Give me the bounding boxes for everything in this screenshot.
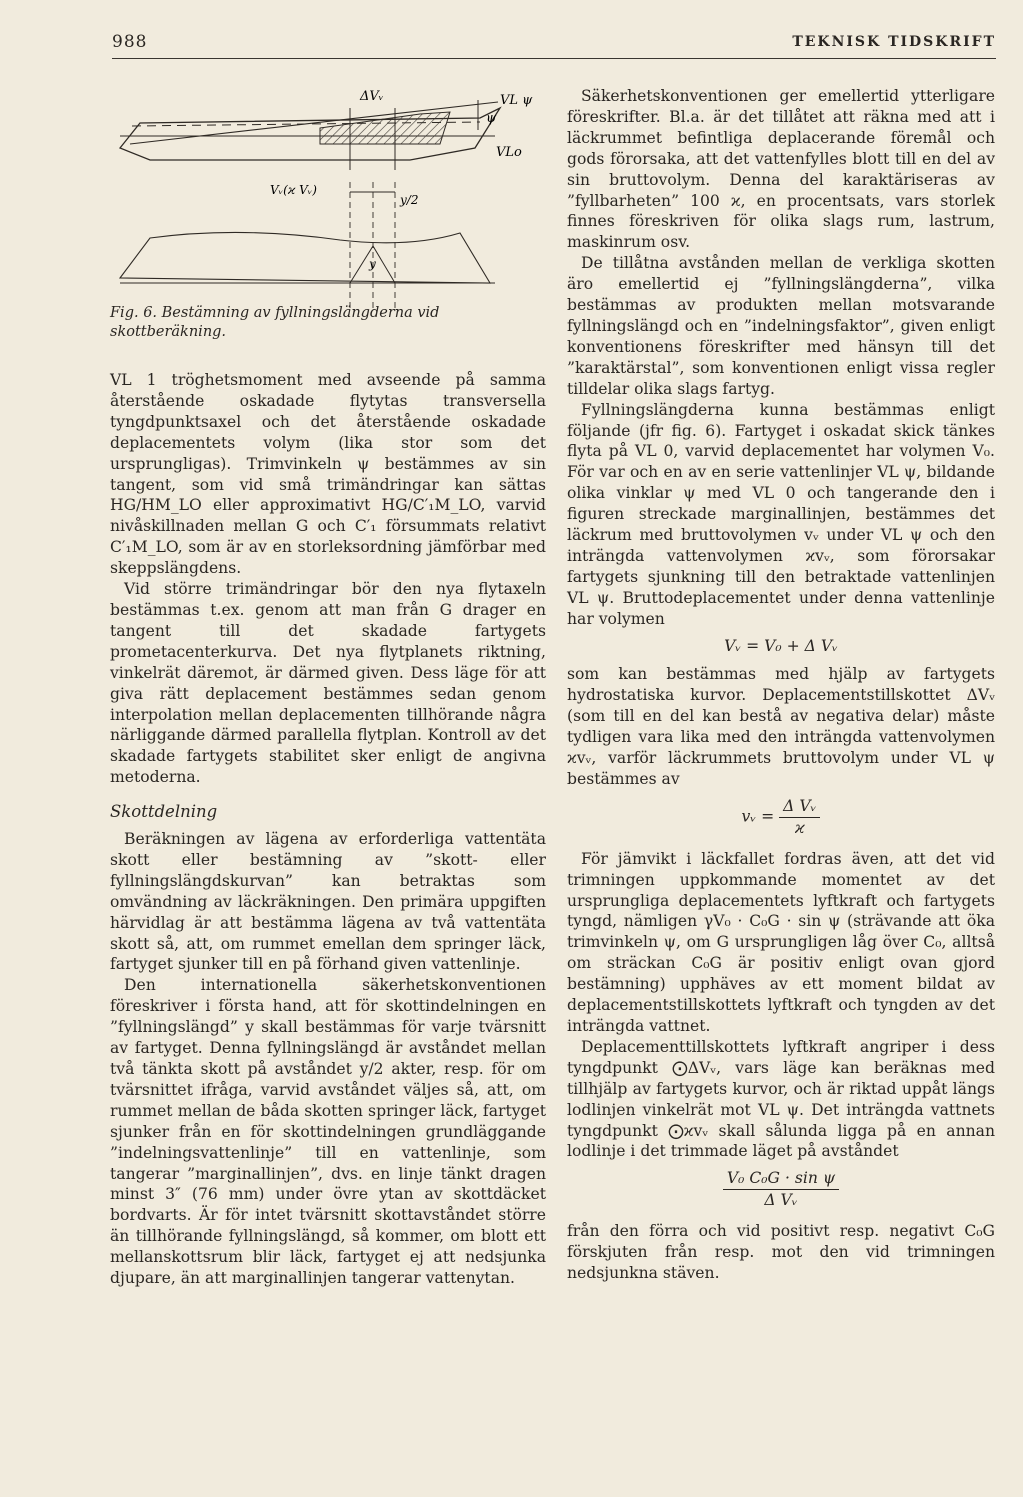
label-delta-v: ΔVᵥ <box>360 89 384 104</box>
equation-3 <box>567 1168 995 1211</box>
right-paragraph-4: som kan bestämmas med hjälp av fartygets hydrostatiska kurvor. Deplacementstillskottet ΔVᵥ (som till en del kan bestå av negativa delar) måste tydligen vara lika med den inträngda vattenvolymen ϰvᵥ, varför läckrummets bruttovolym under VL ψ bestämmes av <box>567 665 995 788</box>
equation-3-fraction <box>723 1168 839 1211</box>
label-psi: ψ <box>486 111 497 126</box>
page-number: 988 <box>112 32 148 52</box>
equation-3-denominator: Δ Vᵥ <box>764 1191 798 1210</box>
flooded-compartment <box>320 112 450 144</box>
equation-2-fraction <box>779 796 820 839</box>
label-half-y: y/2 <box>400 193 419 207</box>
right-paragraph-5: För jämvikt i läckfallet fordras även, att det vid trimningen uppkommande momentet av det ursprungliga deplacementets lyftkraft och fartygets tyngd, nämligen γV₀ · C₀G · sin ψ (strävande att öka trimvinkeln ψ, om G ursprungligen låg över C₀, alltså om sträckan C₀G är positiv enligt ovan gjord bestämning) upphäves av ett moment bildat av deplacementstillskottets lyftkraft och tyngden av det inträngda vattnet. <box>567 849 995 1035</box>
equation-2-denominator: ϰ <box>794 818 805 837</box>
equation-1: Vᵥ = V₀ + Δ Vᵥ <box>724 636 838 655</box>
floodable-length-curve <box>120 232 490 283</box>
figure-6 <box>110 78 546 308</box>
left-column <box>110 370 546 1289</box>
left-paragraph-1: VL 1 tröghetsmoment med avseende på samma återstående oskadade flytytas transversella tyngdpunktsaxel och det återstående oskadade deplacementets volym (lika stor som det ursprungligas). Trimvinkeln ψ bestämmes av sin tangent, som vid små trimändringar kan sättas HG/HM_LO eller approximativt HG/C′₁M_LO, varvid nivåskillnaden mellan G och C′₁ försummats relativt C′₁M_LO, som är av en storleksordning jämförbar med skeppslängdens. <box>110 371 546 578</box>
equation-2-lhs: vᵥ = <box>741 807 775 826</box>
right-paragraph-3: Fyllningslängderna kunna bestämmas enligt följande (jfr fig. 6). Fartyget i oskadat skick tänkes flyta på VL 0, varvid deplacementet har volymen V₀. För var och en av en serie vattenlinjer VL ψ, bildande olika vinklar ψ med VL 0 och tangerande den i figuren streckade marginallinjen, bestämmes det läckrum med bruttovolymen vᵥ under VL ψ och den inträngda vattenvolymen ϰvᵥ, som förorsakar fartygets sjunkning till den betraktade vattenlinjen VL ψ. Bruttodeplacementet under denna vattenlinje har volymen <box>567 400 995 628</box>
left-paragraph-4: Den internationella säkerhetskonventionen föreskriver i första hand, att för skottindelningen en ”fyllningslängd” y skall bestämmas för varje tvärsnitt av fartyget. Denna fyllningslängd är avståndet mellan två tänkta skott på avståndet y/2 akter, resp. för om tvärsnittet ifråga, varvid avståndet väljes så, att, om rummet mellan de båda skotten springer läck, fartyget sjunker från en för skottindelningen grundläggande ”indelningsvattenlinje” till en vattenlinje, som tangerar ”marginallinjen”, dvs. en linje tänkt dragen minst 3″ (76 mm) under övre ytan av skottdäcket bordvarts. Är för intet tvärsnitt skottavståndet större än tillhörande fyllningslängd, så kommer, om blott ett mellanskottsrum blir läck, fartyget ej att nedsjunka djupare, än att marginallinjen tangerar vattenytan. <box>110 976 546 1288</box>
equation-2-numerator: Δ Vᵥ <box>779 796 820 818</box>
equation-3-numerator: V₀ C₀G · sin ψ <box>723 1168 839 1190</box>
page-header <box>112 32 996 62</box>
right-paragraph-2: De tillåtna avstånden mellan de verkliga skotten äro emellertid ej ”fyllningslängderna”, vilka bestämmas av produkten mellan motsvarande fyllningslängd och en ”indelningsfaktor”, given enligt konventionens föreskrifter med hänsyn till det ”karaktärstal”, som konventionen enligt vissa regler tilldelar olika slags fartyg. <box>567 254 995 398</box>
right-paragraph-6: Deplacementtillskottets lyftkraft angriper i dess tyngdpunkt ⨀ΔVᵥ, vars läge kan beräknas med tillhjälp av fartygets kurvor, och är riktad uppåt längs lodlinjen vinkelrät mot VL ψ. Det inträngda vattnets tyngdpunkt ⨀ϰvᵥ skall sålunda ligga på en annan lodlinje i det trimmade läget på avståndet <box>567 1037 995 1161</box>
header-rule <box>112 58 996 59</box>
label-y: y <box>369 257 376 271</box>
right-column <box>567 86 995 1284</box>
right-paragraph-1: Säkerhetskonventionen ger emellertid ytterligare föreskrifter. Bl.a. är det tillåtet att räkna med att i läckrummet befintliga deplacerande föremål och gods förorsaka, att det vattenfylles blott till en del av sin bruttovolym. Denna del karaktäriseras av ”fyllbarheten” 100 ϰ, en procentsats, vars storlek finnes föreskriven för olika slags rum, lastrum, maskinrum osv. <box>567 87 995 252</box>
hull-diagram <box>110 78 546 308</box>
right-paragraph-7: från den förra och vid positivt resp. negativt C₀G förskjuten från resp. mot den vid trimningen nedsjunkna stäven. <box>567 1222 995 1282</box>
section-heading: Skottdelning <box>110 802 218 822</box>
figure-caption: Fig. 6. Bestämning av fyllningslängderna vid skottberäkning. <box>110 305 440 340</box>
equation-2 <box>567 796 995 839</box>
journal-title: TEKNISK TIDSKRIFT <box>792 34 996 50</box>
label-vl-psi: VL ψ <box>500 93 533 108</box>
label-vlo: VLo <box>496 145 522 160</box>
label-v-kv: Vᵥ(ϰ Vᵥ) <box>270 183 317 197</box>
left-paragraph-3: Beräkningen av lägena av erforderliga vattentäta skott eller bestämning av ”skott- eller fyllningslängdskurvan” kan betraktas som omvändning av läckräkningen. Den primära uppgiften härvidlag är att bestämma lägena av två vattentäta skott så, att, om rummet emellan dem springer läck, fartyget sjunker till en på förhand given vattenlinje. <box>110 830 546 974</box>
left-paragraph-2: Vid större trimändringar bör den nya flytaxeln bestämmas t.ex. genom att man från G drager en tangent till det skadade fartygets prometacenterkurva. Det nya flytplanets riktning, vinkelrät däremot, är därmed given. Dess läge för att giva rätt deplacement bestämmes sedan genom interpolation mellan deplacementen tillhörande några närliggande därmed parallella flytplan. Kontroll av det skadade fartygets stabilitet sker enligt de angivna metoderna. <box>110 580 546 787</box>
